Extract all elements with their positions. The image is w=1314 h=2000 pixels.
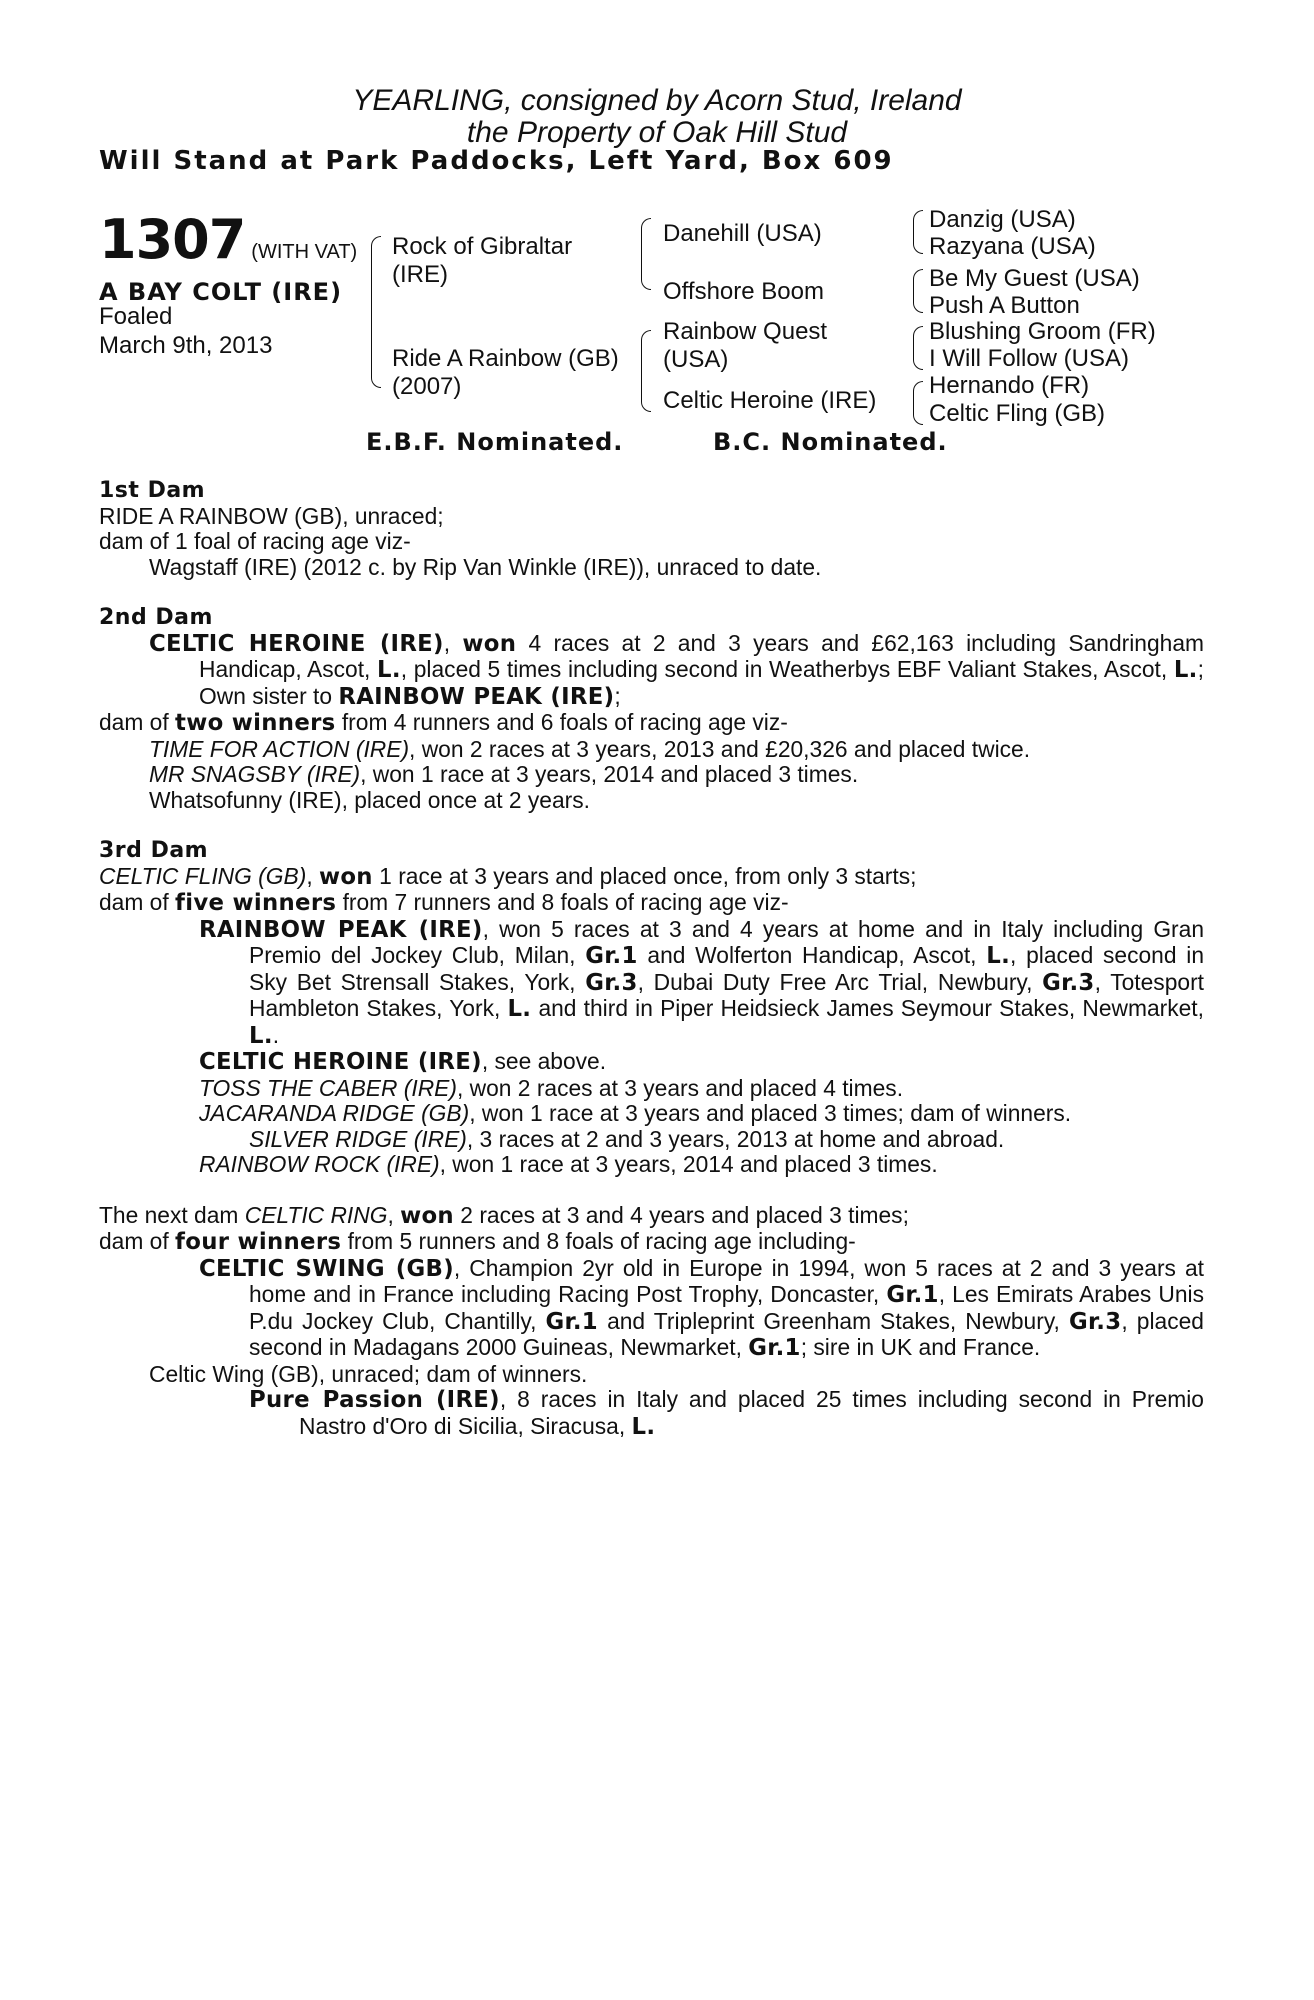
third-dam-toss-the-caber: TOSS THE CABER (IRE), won 2 races at 3 years and placed 4 times.	[199, 1074, 904, 1101]
sire-country: (IRE)	[392, 261, 448, 288]
gg-sds: Be My Guest (USA)	[929, 265, 1140, 292]
pedigree-brace-sire	[641, 218, 651, 290]
dam-sire-country: (USA)	[663, 346, 729, 373]
header-yearling-line: YEARLING, consigned by Acorn Stud, Ireland	[352, 84, 962, 117]
gg-ssd: Razyana (USA)	[929, 233, 1096, 260]
pedigree-brace-main	[371, 236, 381, 388]
gg-sdd: Push A Button	[929, 292, 1080, 319]
next-dam-celtic-swing: CELTIC SWING (GB), Champion 2yr old in Europe in 1994, won 5 races at 2 and 3 years at home and in France including Racing Post Trophy, Doncaster, Gr.1, Les Emirats Arabes Unis P.du Jockey Club, Chantilly, Gr.1 and Tripleprint Greenham Stakes, Newbury, Gr.3, placed second in Madagans 2000 Guineas, Newmarket, Gr.1; sire in UK and France.	[199, 1254, 1205, 1361]
dam-name: Ride A Rainbow (GB)	[392, 345, 619, 372]
next-dam-celtic-wing: Celtic Wing (GB), unraced; dam of winners.	[149, 1360, 588, 1387]
pedigree-brace-ss	[913, 210, 923, 254]
second-dam-dam-of: dam of two winners from 4 runners and 6 foals of racing age viz-	[99, 709, 788, 736]
third-dam-title: 3rd Dam	[99, 838, 209, 863]
pedigree-sire	[392, 233, 572, 289]
header-stand-line: Will Stand at Park Paddocks, Left Yard, Box 609	[99, 146, 894, 176]
third-dam-silver-ridge: SILVER RIDGE (IRE), 3 races at 2 and 3 years, 2013 at home and abroad.	[249, 1125, 1005, 1152]
gg-dsd: I Will Follow (USA)	[929, 345, 1130, 372]
pedigree-brace-dd	[913, 381, 923, 425]
pedigree-brace-ds	[913, 326, 923, 370]
second-dam-name: CELTIC HEROINE (IRE)	[149, 630, 444, 657]
dam-sire-name: Rainbow Quest	[663, 318, 828, 345]
lot-name: A BAY COLT (IRE)	[99, 278, 343, 306]
lot-vat: (WITH VAT)	[251, 241, 358, 263]
third-dam-dam-of: dam of five winners from 7 runners and 8 foals of racing age viz-	[99, 889, 789, 916]
first-dam-line1: RIDE A RAINBOW (GB), unraced;	[99, 502, 444, 529]
third-dam-rainbow-peak: RAINBOW PEAK (IRE), won 5 races at 3 and 4 years at home and in Italy including Gran Premio del Jockey Club, Milan, Gr.1 and Wolferton Handicap, Ascot, L., placed second in Sky Bet Strensall Stakes, York, Gr.3, Dubai Duty Free Arc Trial, Newbury, Gr.3, Totesport Hambleton Stakes, York, L. and third in Piper Heidsieck James Seymour Stakes, Newmarket, L..	[199, 915, 1205, 1049]
third-dam-record: CELTIC FLING (GB), won 1 race at 3 years and placed once, from only 3 starts;	[99, 862, 917, 890]
dam-dam: Celtic Heroine (IRE)	[663, 387, 877, 414]
pedigree-notes	[99, 478, 1204, 1440]
second-dam-progeny-2: MR SNAGSBY (IRE), won 1 race at 3 years, 2014 and placed 3 times.	[149, 761, 859, 787]
sire-sire: Danehill (USA)	[663, 220, 822, 247]
header-property-line: the Property of Oak Hill Stud	[466, 116, 848, 149]
next-dam-record: The next dam CELTIC RING, won 2 races at 3 and 4 years and placed 3 times;	[99, 1201, 909, 1229]
gg-sss: Danzig (USA)	[929, 206, 1076, 233]
dam-sire	[663, 318, 827, 374]
second-dam-progeny-3: Whatsofunny (IRE), placed once at 2 years.	[149, 786, 590, 813]
second-dam-record: CELTIC HEROINE (IRE), won 4 races at 2 and 3 years and £62,163 including Sandringham Handicap, Ascot, L., placed 5 times including second in Weatherbys EBF Valiant Stakes, Ascot, L.; Own sister to RAINBOW PEAK (IRE);	[149, 629, 1204, 710]
second-dam-progeny-1: TIME FOR ACTION (IRE), won 2 races at 3 years, 2013 and £20,326 and placed twice.	[149, 735, 1031, 762]
pedigree-brace-dam	[641, 330, 651, 412]
foaled-date: March 9th, 2013	[99, 332, 273, 359]
second-dam-title: 2nd Dam	[99, 605, 213, 630]
first-dam-title: 1st Dam	[99, 478, 206, 503]
dam-year: (2007)	[392, 373, 462, 400]
gg-dss: Blushing Groom (FR)	[929, 318, 1156, 345]
pedigree-brace-sd	[913, 269, 923, 313]
pedigree-dam	[392, 345, 619, 401]
bc-nominated: B.C. Nominated.	[713, 428, 948, 456]
gg-ddd: Celtic Fling (GB)	[929, 400, 1106, 427]
foaled-info	[99, 302, 272, 360]
ebf-nominated: E.B.F. Nominated.	[366, 428, 624, 456]
foaled-label: Foaled	[99, 303, 173, 330]
first-dam-line2: dam of 1 foal of racing age viz-	[99, 528, 411, 554]
gg-dds: Hernando (FR)	[929, 372, 1090, 399]
sire-name: Rock of Gibraltar	[392, 233, 573, 260]
next-dam-dam-of: dam of four winners from 5 runners and 8 foals of racing age including-	[99, 1228, 856, 1255]
third-dam-celtic-heroine: CELTIC HEROINE (IRE), see above.	[199, 1048, 607, 1075]
lot-number: 1307	[99, 208, 246, 271]
third-dam-rainbow-rock: RAINBOW ROCK (IRE), won 1 race at 3 years, 2014 and placed 3 times.	[199, 1151, 938, 1177]
sire-dam: Offshore Boom	[663, 278, 824, 305]
first-dam-progeny: Wagstaff (IRE) (2012 c. by Rip Van Winkle (IRE)), unraced to date.	[149, 553, 822, 580]
lot-number-block	[99, 208, 357, 271]
next-dam-pure-passion: Pure Passion (IRE), 8 races in Italy and placed 25 times including second in Premio Nastro d'Oro di Sicilia, Siracusa, L.	[249, 1386, 1204, 1440]
third-dam-jacaranda-ridge: JACARANDA RIDGE (GB), won 1 race at 3 years and placed 3 times; dam of winners.	[199, 1100, 1072, 1126]
